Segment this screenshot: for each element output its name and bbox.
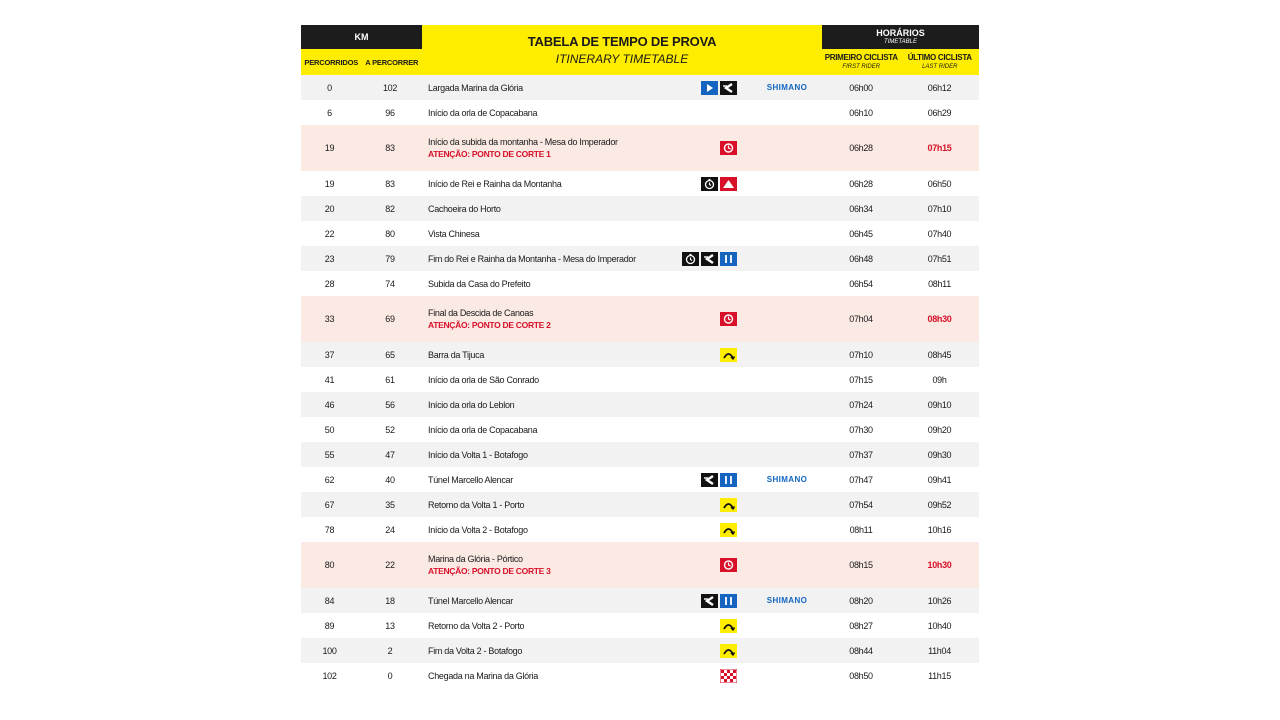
table-row [301,638,979,663]
location-name: Fim do Rei e Rainha da Montanha - Mesa do Imperador [428,253,636,264]
ultimo-label: ÚLTIMO CICLISTA [907,53,972,62]
timetable-header [301,25,979,75]
table-row [301,75,979,100]
location-name: Início de Rei e Rainha da Montanha [428,178,562,189]
km-a-percorrer: 74 [385,278,395,289]
table-row [301,221,979,246]
route-icons [661,196,737,221]
table-row [301,100,979,125]
table-row [301,392,979,417]
km-a-percorrer: 65 [385,349,395,360]
yellow-uturn-icon [720,644,737,658]
location-name: Início da orla de Copacabana [428,107,538,118]
first-rider-time: 07h24 [849,399,873,410]
checkered-flag-icon [720,669,737,683]
black-chevron-icon [701,473,718,487]
location-cell [428,367,673,392]
location-cell [428,392,673,417]
km-a-percorrer: 82 [385,203,395,214]
first-rider-time: 07h04 [849,314,873,324]
location-cell [428,75,673,100]
first-rider-time: 07h47 [849,474,873,485]
yellow-uturn-icon [720,348,737,362]
location-cell [428,171,673,196]
blue-tunnel-icon [720,594,737,608]
last-rider-time: 10h16 [927,524,952,535]
first-rider-time: 06h45 [849,228,873,239]
table-row [301,271,979,296]
black-stopwatch-icon [682,252,699,266]
km-a-percorrer: 52 [385,424,395,435]
km-percorridos: 0 [327,82,332,93]
sponsor-cell [753,367,821,392]
table-row [301,417,979,442]
km-subheader [301,49,422,75]
first-rider-time: 08h44 [849,645,873,656]
km-percorridos: 28 [324,278,335,289]
table-row [301,246,979,271]
km-percorridos: 20 [324,203,335,214]
route-icons [661,296,737,342]
km-percorridos: 22 [324,228,335,239]
timetable-body [301,75,979,688]
km-percorridos: 84 [324,595,335,606]
route-icons [661,271,737,296]
table-row [301,442,979,467]
black-chevron-icon [720,81,737,95]
sponsor-cell [753,221,821,246]
km-a-percorrer: 24 [385,524,395,535]
km-a-percorrer: 40 [385,474,395,485]
sponsor-cell [753,196,821,221]
last-rider-time: 11h15 [928,670,951,681]
sponsor-cell [753,613,821,638]
red-mountain-icon [720,177,737,191]
table-row [301,296,979,342]
first-rider-time: 08h20 [849,595,873,606]
km-a-percorrer: 35 [385,499,395,510]
location-name: Retorno da Volta 2 - Porto [428,620,525,631]
km-a-percorrer: 47 [385,449,395,460]
location-cell [428,588,673,613]
first-rider-time: 07h30 [849,424,873,435]
location-name: Retorno da Volta 1 - Porto [428,499,525,510]
location-cell [428,442,673,467]
last-rider-time: 08h11 [928,278,951,289]
red-clock-icon [720,558,737,572]
km-a-percorrer: 83 [385,178,395,189]
first-rider-time: 08h27 [849,620,873,631]
km-percorridos: 100 [322,645,337,656]
route-icons [661,588,737,613]
first-rider-time: 08h11 [849,524,873,535]
last-rider-time: 09h20 [927,424,952,435]
location-name: Largada Marina da Glória [428,82,523,93]
km-a-percorrer: 102 [382,82,398,93]
horarios-subheader [822,49,979,75]
first-rider-time: 08h50 [849,670,873,681]
last-rider-time: 08h45 [927,349,952,360]
location-cell [428,196,673,221]
first-rider-heading [822,49,901,75]
route-icons [661,246,737,271]
km-a-percorrer: 22 [385,560,395,570]
location-name: Vista Chinesa [428,228,480,239]
table-row [301,542,979,588]
table-row [301,517,979,542]
table-row [301,367,979,392]
route-icons [661,125,737,171]
last-rider-label: LAST RIDER [922,64,958,70]
location-name: Final da Descida de Canoas [428,308,534,318]
sponsor-cell [753,588,821,613]
sponsor-cell [753,296,821,342]
page-title: TABELA DE TEMPO DE PROVA [527,34,717,49]
km-percorridos: 33 [324,314,335,324]
first-rider-time: 06h10 [849,107,873,118]
red-clock-icon [720,312,737,326]
table-row [301,171,979,196]
last-rider-time: 09h30 [927,449,952,460]
red-clock-icon [720,141,737,155]
location-cell [428,542,673,588]
location-name: Marina da Glória - Pórtico [428,554,523,564]
location-cell [428,125,673,171]
location-cell [428,613,673,638]
first-rider-time: 07h15 [849,374,873,385]
location-cell [428,663,673,688]
location-cell [428,296,673,342]
route-icons [661,467,737,492]
last-rider-time: 09h [932,374,947,385]
first-rider-time: 08h15 [849,560,873,570]
km-a-percorrer: 79 [385,253,395,264]
primeiro-label: PRIMEIRO CICLISTA [824,53,898,62]
cutoff-warning: ATENÇÃO: PONTO DE CORTE 2 [428,320,551,330]
first-rider-time: 06h34 [849,203,873,214]
table-row [301,613,979,638]
last-rider-time: 07h40 [927,228,952,239]
sponsor-cell [753,492,821,517]
sponsor-cell [753,392,821,417]
black-stopwatch-icon [701,177,718,191]
location-name: Túnel Marcello Alencar [428,595,513,606]
table-row [301,342,979,367]
yellow-uturn-icon [720,523,737,537]
location-name: Chegada na Marina da Glória [428,670,538,681]
km-a-percorrer: 96 [385,107,395,118]
location-cell [428,467,673,492]
route-icons [661,392,737,417]
location-cell [428,417,673,442]
km-percorridos: 6 [327,107,332,118]
last-rider-time: 10h26 [927,595,952,606]
km-percorridos: 78 [324,524,335,535]
route-icons [661,342,737,367]
km-a-percorrer: 2 [387,645,393,656]
sponsor-cell [753,75,821,100]
location-cell [428,271,673,296]
km-percorridos: 55 [324,449,335,460]
last-rider-time: 11h04 [928,645,951,656]
last-rider-time: 07h15 [927,143,952,153]
last-rider-time: 10h40 [927,620,952,631]
last-rider-time: 09h10 [927,399,952,410]
yellow-uturn-icon [720,619,737,633]
location-cell [428,246,673,271]
cutoff-warning: ATENÇÃO: PONTO DE CORTE 3 [428,566,551,576]
route-icons [661,417,737,442]
route-icons [661,75,737,100]
horarios-label: HORÁRIOS [876,28,925,38]
location-cell [428,100,673,125]
timetable-label: TIMETABLE [884,39,917,45]
last-rider-heading [901,49,980,75]
location-name: Início da Volta 2 - Botafogo [428,524,528,535]
route-icons [661,638,737,663]
last-rider-time: 09h52 [927,499,952,510]
yellow-uturn-icon [720,498,737,512]
route-icons [661,171,737,196]
km-percorridos: 102 [322,670,337,681]
sponsor-cell [753,100,821,125]
first-rider-time: 06h28 [849,143,873,153]
route-icons [661,100,737,125]
title-box [422,25,822,75]
location-name: Início da orla de São Conrado [428,374,539,385]
sponsor-cell [753,171,821,196]
location-name: Início da Volta 1 - Botafogo [428,449,528,460]
first-rider-time: 06h48 [849,253,873,264]
first-rider-time: 07h10 [849,349,873,360]
km-percorridos: 41 [324,374,335,385]
horarios-heading [822,25,979,49]
location-name: Túnel Marcello Alencar [428,474,513,485]
first-rider-time: 07h54 [849,499,873,510]
shimano-logo: SHIMANO [766,83,808,92]
km-percorridos: 23 [324,253,335,264]
route-icons [661,442,737,467]
route-icons [661,517,737,542]
first-rider-time: 06h00 [849,82,873,93]
timetable [301,25,979,688]
blue-play-icon [701,81,718,95]
blue-tunnel-icon [720,473,737,487]
km-percorridos: 50 [324,424,335,435]
a-percorrer-heading: A PERCORRER [365,57,419,67]
sponsor-cell [753,271,821,296]
sponsor-cell [753,638,821,663]
table-row [301,492,979,517]
location-cell [428,638,673,663]
km-percorridos: 37 [324,349,335,360]
sponsor-cell [753,517,821,542]
location-name: Cachoeira do Horto [428,203,501,214]
sponsor-cell [753,663,821,688]
table-row [301,125,979,171]
km-a-percorrer: 83 [385,143,395,153]
route-icons [661,492,737,517]
last-rider-time: 10h30 [927,560,952,570]
route-icons [661,367,737,392]
page-subtitle: ITINERARY TIMETABLE [555,52,689,66]
table-row [301,663,979,688]
blue-tunnel-icon [720,252,737,266]
km-percorridos: 67 [324,499,335,510]
last-rider-time: 08h30 [927,314,952,324]
percorridos-heading: PERCORRIDOS [304,57,359,67]
location-name: Fim da Volta 2 - Botafogo [428,645,523,656]
location-name: Início da subida da montanha - Mesa do Imperador [428,137,618,147]
sponsor-cell [753,467,821,492]
location-name: Barra da Tijuca [428,349,485,360]
route-icons [661,221,737,246]
cutoff-warning: ATENÇÃO: PONTO DE CORTE 1 [428,149,551,159]
km-percorridos: 19 [324,178,335,189]
last-rider-time: 06h29 [927,107,952,118]
first-rider-label: FIRST RIDER [842,64,881,70]
location-name: Início da orla do Leblon [428,399,515,410]
location-cell [428,517,673,542]
location-name: Subida da Casa do Prefeito [428,278,531,289]
km-a-percorrer: 56 [385,399,395,410]
last-rider-time: 09h41 [927,474,952,485]
first-rider-time: 07h37 [849,449,873,460]
km-a-percorrer: 61 [385,374,395,385]
km-percorridos: 46 [324,399,335,410]
location-cell [428,342,673,367]
table-row [301,467,979,492]
black-chevron-icon [701,252,718,266]
km-a-percorrer: 0 [387,670,393,681]
route-icons [661,613,737,638]
first-rider-time: 06h54 [849,278,873,289]
sponsor-cell [753,442,821,467]
sponsor-cell [753,125,821,171]
km-a-percorrer: 13 [385,620,395,631]
location-cell [428,492,673,517]
km-heading: KM [301,25,422,49]
route-icons [661,542,737,588]
sponsor-cell [753,417,821,442]
sponsor-cell [753,246,821,271]
shimano-logo: SHIMANO [766,596,808,605]
location-cell [428,221,673,246]
km-percorridos: 19 [324,143,335,153]
last-rider-time: 06h50 [927,178,952,189]
km-a-percorrer: 80 [385,228,395,239]
black-chevron-icon [701,594,718,608]
last-rider-time: 07h51 [927,253,952,264]
table-row [301,196,979,221]
first-rider-time: 06h28 [849,178,873,189]
sponsor-cell [753,342,821,367]
km-a-percorrer: 69 [385,314,395,324]
shimano-logo: SHIMANO [766,475,808,484]
km-percorridos: 89 [324,620,335,631]
km-a-percorrer: 18 [385,595,395,606]
last-rider-time: 06h12 [927,82,952,93]
km-percorridos: 62 [324,474,335,485]
table-row [301,588,979,613]
location-name: Início da orla de Copacabana [428,424,538,435]
last-rider-time: 07h10 [927,203,952,214]
sponsor-cell [753,542,821,588]
route-icons [661,663,737,688]
km-percorridos: 80 [324,560,335,570]
